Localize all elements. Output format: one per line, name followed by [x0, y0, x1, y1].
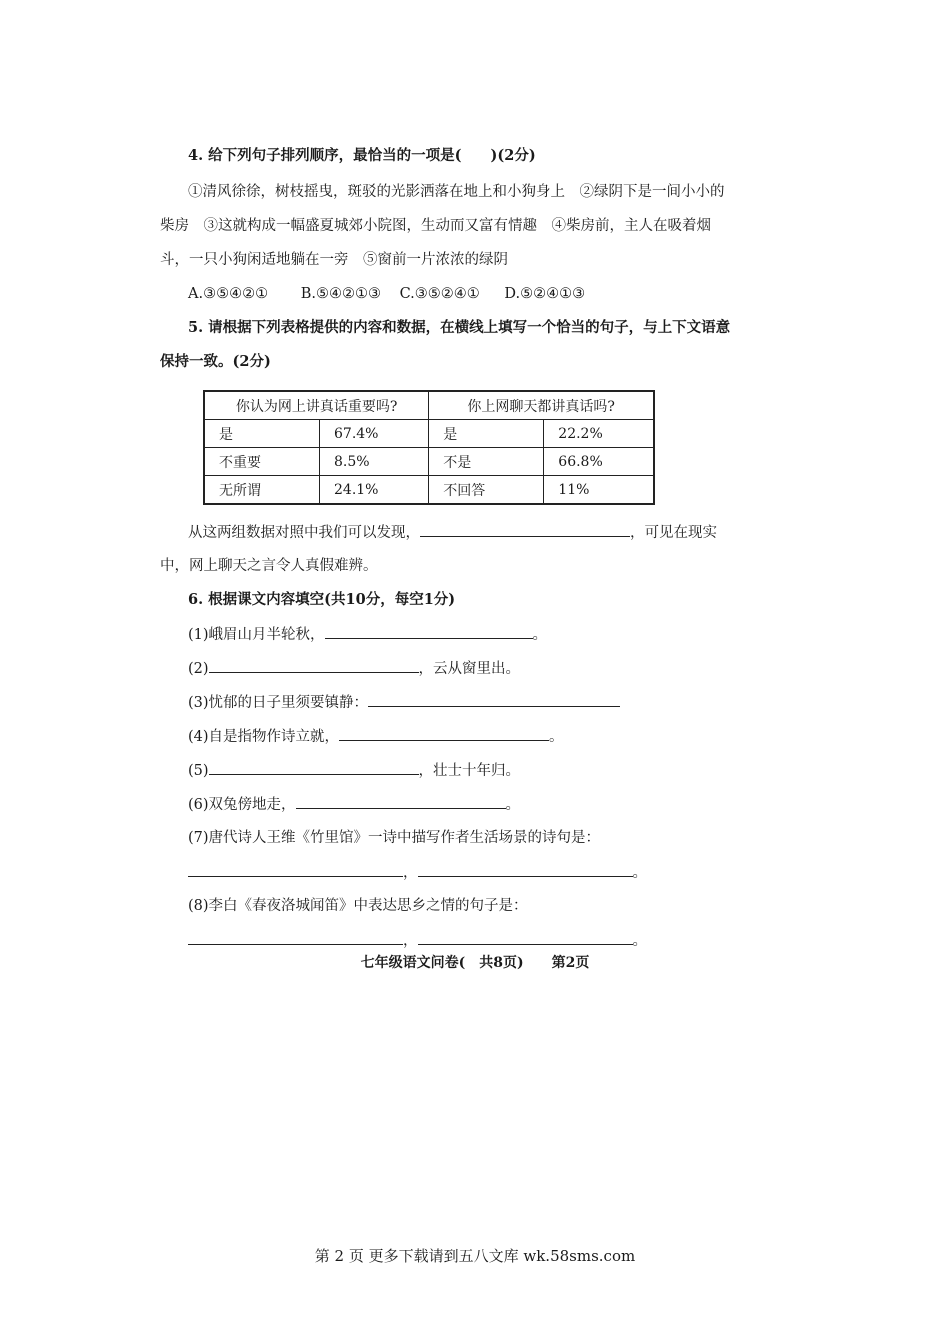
q6-item-end: 。 — [505, 797, 521, 813]
q6-item-8: (8)李白《春夜洛城闻笛》中表达思乡之情的句子是： — [188, 898, 528, 914]
q6-item-end: 。 — [549, 729, 564, 745]
survey-table — [203, 390, 655, 505]
cell: 不重要 — [204, 448, 320, 476]
q4-option-b: B.⑤④②①③ — [300, 286, 381, 302]
exam-footer: 七年级语文问卷( 共8页) 第2页 — [360, 955, 590, 971]
answer-blank[interactable] — [339, 726, 549, 741]
comma: ， — [403, 865, 418, 881]
q6-item-6 — [188, 794, 520, 815]
cell: 24.1% — [320, 476, 429, 505]
q4-option-c: C.③⑤②④① — [399, 286, 480, 302]
cell: 66.8% — [544, 448, 654, 476]
q6-item-text: (6)双兔傍地走， — [188, 797, 296, 813]
q5-answer-line-2: 中，网上聊天之言令人真假难辨。 — [160, 558, 378, 574]
answer-blank[interactable] — [325, 624, 533, 639]
table-row — [204, 448, 654, 476]
site-footer: 第 2 页 更多下载请到五八文库 wk.58sms.com — [314, 1247, 636, 1265]
q6-item-7: (7)唐代诗人王维《竹里馆》一诗中描写作者生活场景的诗句是： — [188, 830, 601, 846]
q6-item-text: (2) — [188, 661, 209, 677]
q6-item-3 — [188, 692, 620, 713]
cell: 是 — [429, 420, 544, 448]
q6-item-5 — [188, 760, 520, 781]
header-right: 你上网聊天都讲真话吗? — [429, 391, 654, 420]
q6-item-2 — [188, 658, 520, 679]
answer-blank[interactable] — [188, 862, 403, 877]
q6-item-text: (3)忧郁的日子里须要镇静： — [188, 695, 369, 711]
cell: 22.2% — [544, 420, 654, 448]
q6-stem: 6. 根据课文内容填空(共10分，每空1分) — [188, 591, 456, 608]
q4-option-d: D.⑤②④①③ — [504, 286, 586, 302]
q6-item-end: ，壮士十年归。 — [418, 763, 521, 779]
q6-item-text: (5) — [188, 763, 209, 779]
q6-item-end: ，云从窗里出。 — [418, 661, 521, 677]
answer-blank[interactable] — [418, 930, 633, 945]
q4-options — [188, 284, 585, 304]
answer-blank[interactable] — [209, 658, 419, 673]
q5-stem-2: 保持一致。(2分) — [160, 353, 271, 370]
answer-blank[interactable] — [296, 794, 506, 809]
q4-stem: 4. 给下列句子排列顺序，最恰当的一项是( )(2分) — [188, 147, 536, 164]
answer-blank[interactable] — [418, 862, 633, 877]
cell: 67.4% — [320, 420, 429, 448]
q4-line-1: ①清风徐徐，树枝摇曳，斑驳的光影洒落在地上和小狗身上 ②绿阴下是一间小小的 — [188, 184, 725, 200]
answer-blank[interactable] — [420, 522, 630, 537]
q4-line-2: 柴房 ③这就构成一幅盛夏城郊小院图，生动而又富有情趣 ④柴房前，主人在吸着烟 — [160, 218, 711, 234]
cell: 8.5% — [320, 448, 429, 476]
q6-item-1 — [188, 624, 547, 645]
table-row — [204, 420, 654, 448]
cell: 是 — [204, 420, 320, 448]
q4-option-a: A.③⑤④②① — [188, 286, 269, 302]
q5-answer-line-1 — [188, 522, 717, 543]
cell: 无所谓 — [204, 476, 320, 505]
q5-after-text-end: ，可见在现实 — [630, 525, 717, 541]
q6-item-7-answer — [188, 862, 647, 883]
q6-item-end: 。 — [532, 627, 548, 643]
answer-blank[interactable] — [188, 930, 403, 945]
q6-item-text: (1)峨眉山月半轮秋， — [188, 627, 325, 643]
q6-item-8-answer — [188, 930, 647, 951]
period: 。 — [632, 933, 647, 949]
q5-stem-1: 5. 请根据下列表格提供的内容和数据，在横线上填写一个恰当的句子，与上下文语意 — [188, 319, 731, 336]
period: 。 — [632, 865, 647, 881]
q6-item-4 — [188, 726, 564, 747]
cell: 不回答 — [429, 476, 544, 505]
q5-after-text: 从这两组数据对照中我们可以发现， — [188, 525, 420, 541]
table-row — [204, 476, 654, 505]
answer-blank[interactable] — [209, 760, 419, 775]
answer-blank[interactable] — [368, 692, 620, 707]
cell: 不是 — [429, 448, 544, 476]
comma: ， — [403, 933, 418, 949]
table-header-row — [204, 391, 654, 420]
header-left: 你认为网上讲真话重要吗? — [204, 391, 429, 420]
cell: 11% — [544, 476, 654, 505]
q6-item-text: (4)自是指物作诗立就， — [188, 729, 340, 745]
q4-line-3: 斗，一只小狗闲适地躺在一旁 ⑤窗前一片浓浓的绿阴 — [160, 252, 508, 268]
